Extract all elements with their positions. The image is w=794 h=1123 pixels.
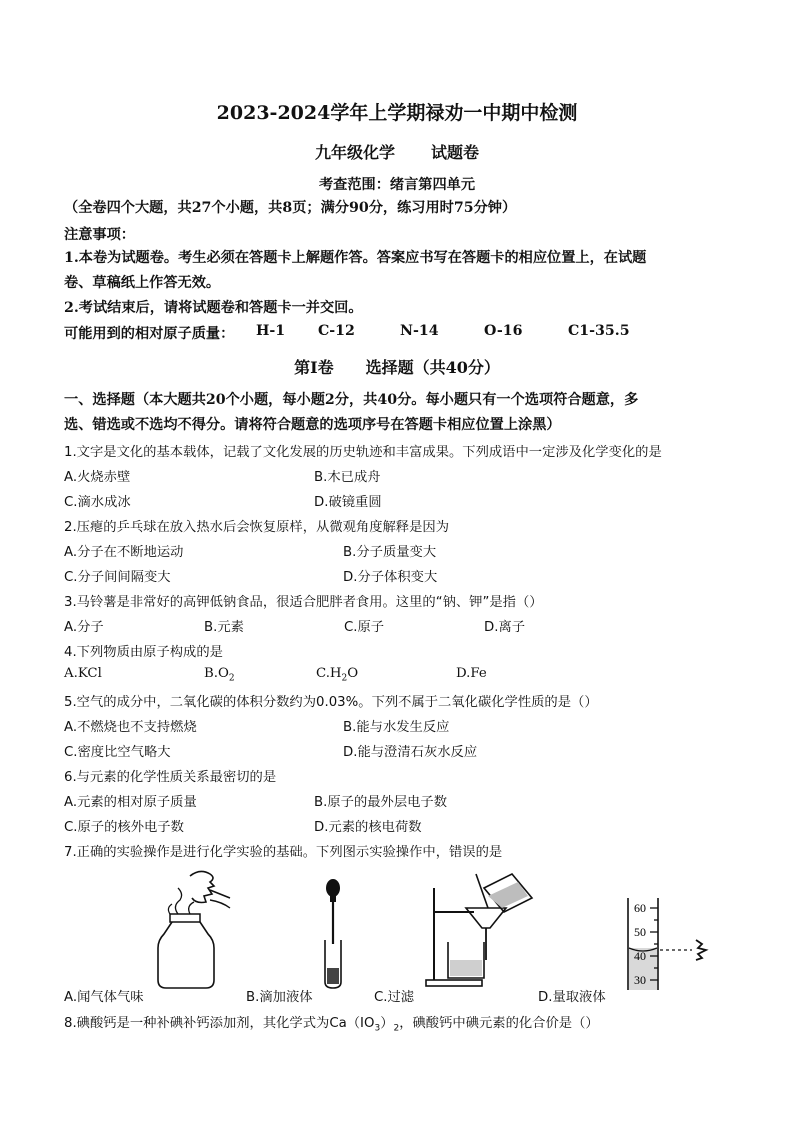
notice-item-1: 1.本卷为试题卷。考生必须在答题卡上解题作答。答案应书写在答题卡的相应位置上，在试题 xyxy=(64,250,647,266)
question-4-option-c xyxy=(316,666,358,684)
question-6-stem: 6.与元素的化学性质关系最密切的是 xyxy=(64,770,277,785)
cylinder-tick-30: 30 xyxy=(634,973,646,987)
question-7-figures xyxy=(0,868,794,988)
cylinder-tick-60: 60 xyxy=(634,901,646,915)
question-1-option-c: C.滴水成冰 xyxy=(64,495,131,510)
question-5-stem: 5.空气的成分中，二氧化碳的体积分数约为0.03%。下列不属于二氧化碳化学性质的是（） xyxy=(64,695,598,710)
atomic-mass-n: N-14 xyxy=(400,323,439,339)
question-6-option-a: A.元素的相对原子质量 xyxy=(64,795,197,810)
question-1-option-a: A.火烧赤壁 xyxy=(64,470,131,485)
question-6-option-d: D.元素的核电荷数 xyxy=(314,820,422,835)
exam-meta: （全卷四个大题，共27个小题，共8页；满分90分，练习用时75分钟） xyxy=(64,200,517,216)
question-1-option-d: D.破镜重圆 xyxy=(314,495,382,510)
q4-b-formula: B.O xyxy=(204,666,229,681)
question-6-option-b: B.原子的最外层电子数 xyxy=(314,795,448,810)
paper-type: 试题卷 xyxy=(431,143,480,162)
q8-subscript-1: 3 xyxy=(374,1023,381,1034)
atomic-mass-label: 可能用到的相对原子质量： xyxy=(64,326,235,342)
question-3-option-a: A.分子 xyxy=(64,620,104,635)
q4-c-formula: C.H xyxy=(316,666,342,681)
question-4-option-a: A.KCl xyxy=(64,666,102,681)
question-1-option-b: B.木已成舟 xyxy=(314,470,381,485)
question-7-option-a: A.闻气体气味 xyxy=(64,990,144,1005)
question-5-option-a: A.不燃烧也不支持燃烧 xyxy=(64,720,197,735)
notice-item-1-cont: 卷、草稿纸上作答无效。 xyxy=(64,275,221,291)
question-4-stem: 4.下列物质由原子构成的是 xyxy=(64,645,223,660)
question-7-option-b: B.滴加液体 xyxy=(246,990,313,1005)
question-1-stem: 1.文字是文化的基本载体，记载了文化发展的历史轨迹和丰富成果。下列成语中一定涉及化学变化的是 xyxy=(64,445,662,460)
question-7-stem: 7.正确的实验操作是进行化学实验的基础。下列图示实验操作中，错误的是 xyxy=(64,845,503,860)
page-title: 2023-2024学年上学期禄劝一中期中检测 xyxy=(216,102,578,124)
subject-line xyxy=(0,140,794,163)
question-5-option-c: C.密度比空气略大 xyxy=(64,745,171,760)
exam-scope: 考查范围：绪言第四单元 xyxy=(318,177,476,193)
notice-item-2: 2.考试结束后，请将试题卷和答题卡一并交回。 xyxy=(64,300,363,316)
question-2-option-a: A.分子在不断地运动 xyxy=(64,545,184,560)
atomic-mass-line xyxy=(64,323,234,343)
cylinder-tick-40: 40 xyxy=(634,949,646,963)
atomic-mass-o: O-16 xyxy=(484,323,523,339)
section-instructions-cont: 选、错选或不选均不得分。请将符合题意的选项序号在答题卡相应位置上涂黑） xyxy=(64,417,561,433)
subject: 九年级化学 xyxy=(314,143,395,162)
question-7-option-d: D.量取液体 xyxy=(538,990,606,1005)
section-instructions: 一、选择题（本大题共20个小题，每小题2分，共40分。每小题只有一个选项符合题意，多 xyxy=(64,392,639,408)
question-2-option-d: D.分子体积变大 xyxy=(343,570,438,585)
question-3-option-c: C.原子 xyxy=(344,620,385,635)
question-3-option-d: D.离子 xyxy=(484,620,526,635)
question-7-option-c: C.过滤 xyxy=(374,990,415,1005)
smell-gas-illustration xyxy=(148,868,238,990)
section-title: 第Ⅰ卷 选择题（共40分） xyxy=(294,358,500,377)
question-3-option-b: B.元素 xyxy=(204,620,244,635)
question-8-stem xyxy=(64,1012,599,1034)
question-6-option-c: C.原子的核外电子数 xyxy=(64,820,184,835)
q4-c-subscript: 2 xyxy=(341,673,348,684)
question-2-option-c: C.分子间间隔变大 xyxy=(64,570,171,585)
question-2-option-b: B.分子质量变大 xyxy=(343,545,437,560)
atomic-mass-c: C-12 xyxy=(318,323,355,339)
atomic-mass-cl: C1-35.5 xyxy=(568,323,630,339)
question-5-option-b: B.能与水发生反应 xyxy=(343,720,450,735)
q4-b-subscript: 2 xyxy=(228,673,235,684)
cylinder-tick-50: 50 xyxy=(634,925,646,939)
q4-c-formula-end: O xyxy=(347,666,359,681)
graduated-cylinder-illustration xyxy=(620,894,720,994)
q8-stem-paren: ） xyxy=(380,1016,394,1031)
question-2-stem: 2.压瘪的乒乓球在放入热水后会恢复原样，从微观角度解释是因为 xyxy=(64,520,449,535)
atomic-mass-h: H-1 xyxy=(256,323,286,339)
q8-stem-start: 8.碘酸钙是一种补碘补钙添加剂，其化学式为Ca（IO xyxy=(64,1016,375,1031)
q8-stem-end: ，碘酸钙中碘元素的化合价是（） xyxy=(399,1016,599,1031)
question-5-option-d: D.能与澄清石灰水反应 xyxy=(343,745,478,760)
filtration-illustration xyxy=(422,868,540,990)
dropper-illustration xyxy=(318,878,348,990)
question-3-stem: 3.马铃薯是非常好的高钾低钠食品，很适合肥胖者食用。这里的“钠、钾”是指（） xyxy=(64,595,543,610)
notice-heading: 注意事项： xyxy=(64,227,135,243)
question-4-option-b xyxy=(204,666,235,684)
q8-subscript-2: 2 xyxy=(393,1023,400,1034)
question-4-option-d: D.Fe xyxy=(456,666,487,681)
